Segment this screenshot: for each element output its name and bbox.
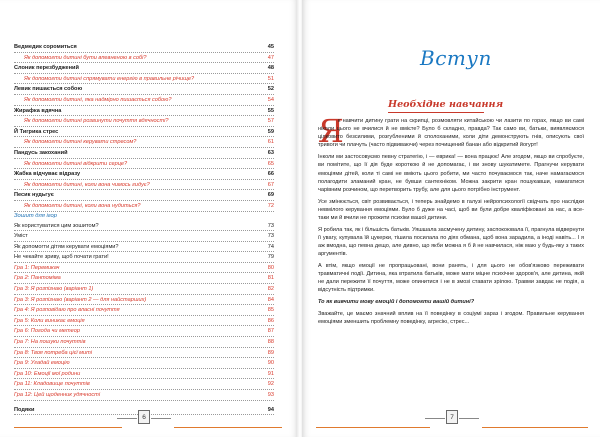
intro-body (318, 112, 584, 330)
toc-entry (14, 106, 274, 117)
toc-entry-page: 94 (267, 406, 274, 413)
toc-entry-page: 74 (267, 243, 274, 250)
toc-entry (14, 263, 274, 274)
toc-entry-page: 92 (267, 381, 274, 388)
toc-entry-page: 55 (267, 107, 274, 114)
toc-entry-label: Гра 3: Я розпізнаю (варіант 1) (14, 286, 94, 293)
toc-entry-label: Гра 7: На пошуки почуттів (14, 339, 86, 346)
toc-entry-label: Гра 4: Я розповідаю про власні почуття (14, 307, 120, 314)
toc-entry-page: 73 (267, 222, 274, 229)
intro-question: То як вивчити мову емоцій і допомогти вашій дитині? (318, 299, 475, 306)
toc-entry-page: 52 (267, 86, 274, 93)
toc-entry (14, 390, 274, 401)
subtitle-underline (388, 112, 484, 113)
toc-entry (14, 326, 274, 337)
toc-entry-page: 54 (267, 96, 274, 103)
toc-entry-page: 61 (267, 139, 274, 146)
toc-entry-page: 84 (267, 296, 274, 303)
left-page-number: 6 (138, 410, 150, 424)
intro-paragraph: к навчити дитину грати на скрипці, розмовляти китайською чи лазити по горах, якщо ви самі ніколи цього не вчилися й не вмієте? Було б складно, правда? Так само ви, батьки, виявляємося цілковито безсилими, розгубленими й сполоханими, коли діти демонструють гнів, описують свої тривоги чи плачуть (часто підвиваючи) через почищений банан або відкритий йогурт! (318, 118, 584, 149)
toc-entry-label: Левик пишається собою (14, 86, 83, 93)
toc-entry-page: 51 (267, 75, 274, 82)
toc-entry-page: 90 (267, 360, 274, 367)
drop-cap: Я (318, 112, 344, 150)
toc-entry (14, 53, 274, 64)
toc-entry (14, 63, 274, 74)
toc-entry-page: 93 (267, 392, 274, 398)
toc-entry (14, 84, 274, 95)
toc-entry-page: 67 (267, 181, 274, 188)
toc-entry-label: Гра 11: Кладовище почуттів (14, 381, 90, 388)
right-page-number: 7 (446, 410, 458, 424)
toc-entry (14, 201, 274, 212)
left-footer-bar-right (174, 427, 282, 428)
toc-entry-label: Як допомогти дитині відкрити серце? (24, 160, 128, 167)
toc-entry-label: Гра 3: Я розпізнаю (варіант 2 — для найстарших) (14, 296, 147, 303)
toc-entry (14, 169, 274, 180)
toc-entry (14, 148, 274, 159)
toc-entry-page: 69 (267, 192, 274, 199)
toc-entry-page: 48 (267, 65, 274, 72)
toc-entry-page: 91 (267, 370, 274, 377)
toc-entry (14, 379, 274, 390)
toc-entry-label: Як допомогти дитині розвинути почуття вдячності? (24, 118, 169, 125)
toc-entry (14, 127, 274, 138)
left-page (0, 0, 298, 437)
toc-entry-page: 81 (267, 275, 274, 282)
toc-entry-label: Уміст (14, 233, 28, 240)
toc-entry-page: 87 (267, 328, 274, 335)
toc-entry (14, 295, 274, 306)
toc-entry-label: Не чекайте зриву, щоб почати грати! (14, 254, 109, 261)
toc-entry-page: 72 (267, 202, 274, 209)
toc-entry-page: 85 (267, 307, 274, 314)
toc-entry (14, 74, 274, 85)
toc-entry-page: 89 (267, 349, 274, 356)
toc-entry-page: 88 (267, 339, 274, 346)
toc-entry-page: 57 (267, 118, 274, 125)
toc-entry-page: 45 (267, 44, 274, 50)
section-subtitle: Необхідне навчання (388, 99, 504, 110)
toc-entry-label: Як допомогти дитині спрямувати енергію в правильне річище? (24, 75, 195, 82)
toc-entry-label: Слоник перезбуджений (14, 65, 79, 72)
toc-entry (14, 180, 274, 191)
toc-entry-label: Гра 10: Емоції мої родини (14, 370, 81, 377)
toc-entry-label: Як допомогти дитині керувати стресом? (24, 139, 137, 146)
toc-entry-label: Й Тигрика стрес (14, 128, 59, 135)
toc-entry-page: 80 (267, 264, 274, 271)
toc-entry-label: Як допомогти дитині, яка надмірно пишається собою? (24, 96, 172, 103)
toc-entry (14, 42, 274, 53)
toc-entry (14, 284, 274, 295)
toc-entry-label: Гра 12: Цей щоденник удячності (14, 392, 101, 398)
toc-entry-label: Як користуватися цим зошитом? (14, 222, 99, 229)
toc-entry (14, 190, 274, 201)
toc-entry-page: 73 (267, 233, 274, 240)
toc-entry (14, 358, 274, 369)
toc-entry-label: Пандусь закоханий (14, 149, 68, 156)
toc-entry-label: Жирафка вдячна (14, 107, 62, 114)
toc-entry-page: 47 (267, 54, 274, 61)
toc-entry (14, 316, 274, 327)
toc-entry-label: Подяки (14, 406, 35, 413)
toc-entry-label: Песик нудьгує (14, 192, 54, 199)
toc-entry-label: Ведмедик соромиться (14, 44, 77, 50)
toc-entry (14, 231, 274, 242)
toc-entry (14, 116, 274, 127)
toc-entry (14, 305, 274, 316)
intro-paragraph: Інколи ми застосовуємо певну стратегію, і — еврика! — вона працює! Але згодом, якщо ви спробуєте, ви помітите, що її дія буде короткою й не допомагає, і ви знову шукатимете. Прагнучи керувати емоціями дітей, коли ті самі не вміють цього робити, ми часто почуваємося так, наче намагаємося полагодити зламаний кран, не бувши сантехніком. Можна закрити кран пошукавши, намагатися чарівним розчином, що перетворить трубу, але для цього потрібно інструмент. (318, 154, 584, 193)
toc-entry-label: Гра 5: Коли виникає емоція (14, 317, 85, 324)
toc-entry-label: Як допомогти дитині, коли вона нудиться? (24, 202, 141, 209)
toc-entry-page: 63 (267, 149, 274, 156)
toc-entry (14, 221, 274, 232)
right-footer-bar (316, 427, 430, 428)
toc-entry (14, 137, 274, 148)
toc-entry-page: 65 (267, 160, 274, 167)
toc-entry (14, 337, 274, 348)
toc-entry-label: Як допомогти дитині, коли вона чимось гидує? (24, 181, 150, 188)
intro-paragraph: А втім, якщо емоції не пропрацьовані, вони ранять, і для цього не обов'язково переживати травматичні події. Дитина, яка втратила батьків, може мати міцне психічне здоров'я, але дитина, якій не дали пережити її почуття, може опинитися і не в змозі ставати зрілою. Травми завдає не подія, а відсутність підтримки. (318, 262, 584, 294)
intro-paragraph: Зважайте, це маємо значний вплив на її поведінку в соціумі зараз і згодом. Правильне керування емоціями зменшить проблемну поведінку, агресію, стрес... (318, 310, 584, 325)
toc-entry-page: 59 (267, 128, 274, 135)
toc-entry (14, 273, 274, 284)
intro-paragraph: Я робила так, як і більшість батьків. Уяшшала засмучену дитину, заспокоювала її, прагнула відвернути її увагу, купувала їй цукерки, тішила посилала по діях обмана, щоб вона зарадила, а іноді навіть... І я аж вмодна, що певна дещо, але дивно, що якби можна я б й не навчилася, ніж маю у будь-яку з таких аргументів. (318, 226, 584, 258)
toc-section-title: Зошит для ігор (14, 212, 57, 219)
toc-entry-label: Гра 8: Твоя потреба цієї миті (14, 349, 93, 356)
toc-entry-label: Гра 1: Перемикач (14, 264, 60, 271)
toc-entry (14, 242, 274, 253)
toc-entry (14, 159, 274, 170)
table-of-contents (14, 42, 274, 415)
toc-entry-label: Гра 9: Угадай емоцію (14, 360, 70, 367)
intro-paragraph: Усе змінюється, світ розвивається, і теперь знайдемо в галузі нейропсихології свідчать про наслідки невмілого керування емоціями. Було б дуже на часі, щоб ви були добре кваліфіковані за нас, а все-таки ми й вчили не прожити психіки вашої дитини. (318, 198, 584, 221)
right-footer-bar-right (482, 427, 588, 428)
toc-entry-page: 86 (267, 317, 274, 324)
toc-entry-label: Жабка відчуває відразу (14, 171, 81, 178)
chapter-title: Вступ (420, 46, 492, 70)
toc-entry (14, 348, 274, 359)
toc-entry (14, 252, 274, 263)
toc-entry-label: Гра 2: Пантоміма (14, 275, 61, 282)
toc-entry-page: 79 (267, 254, 274, 261)
left-footer-bar (14, 427, 122, 428)
toc-entry (14, 95, 274, 106)
toc-entry-page: 82 (267, 286, 274, 293)
toc-entry-page: 66 (267, 171, 274, 178)
toc-entry-label: Як допомогти дитині бути впевненою в собі? (24, 54, 147, 61)
toc-entry-label: Як допомогти дітям керувати емоціями? (14, 243, 119, 250)
toc-entry (14, 369, 274, 380)
toc-entry-label: Гра 6: Погода чи метеор (14, 328, 80, 335)
